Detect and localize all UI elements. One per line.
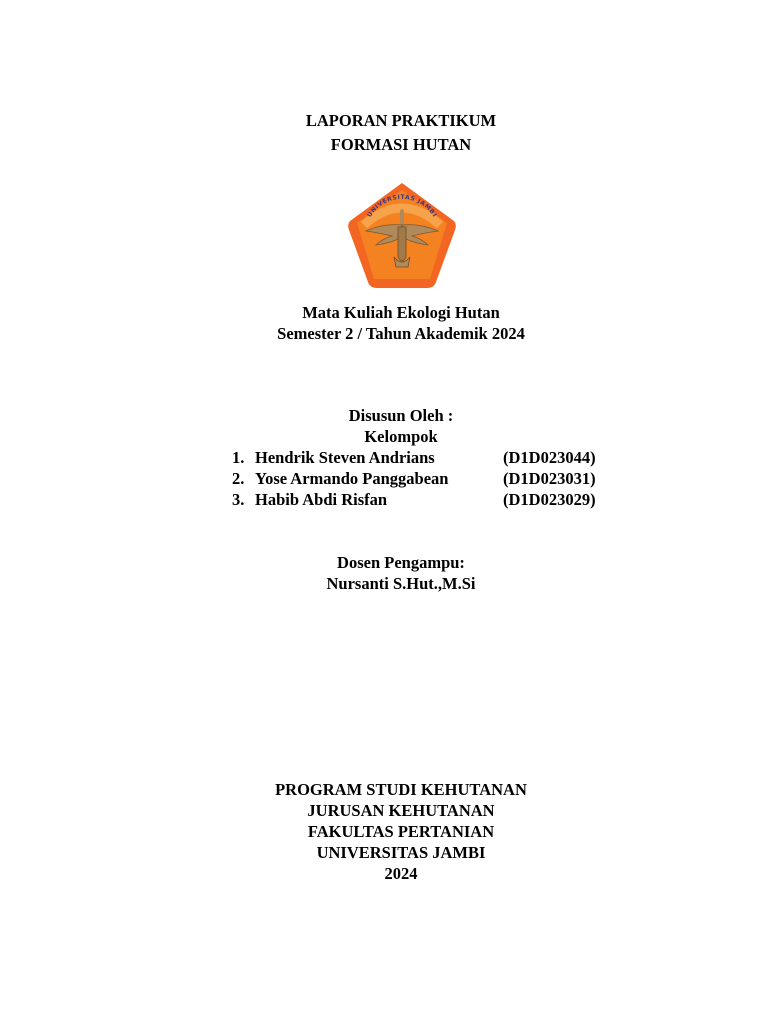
semester-info: Semester 2 / Tahun Akademik 2024 (277, 324, 525, 343)
member-name: Habib Abdi Risfan (255, 490, 388, 509)
authors-heading: Disusun Oleh : (348, 406, 454, 425)
faculty: FAKULTAS PERTANIAN (307, 822, 495, 841)
member-nim: (D1D023029) (503, 490, 596, 509)
study-program: PROGRAM STUDI KEHUTANAN (275, 780, 527, 799)
member-number: 1. (232, 448, 245, 467)
member-number: 3. (232, 490, 245, 509)
member-name: Yose Armando Panggabean (255, 469, 449, 488)
course-name: Mata Kuliah Ekologi Hutan (302, 303, 500, 322)
year: 2024 (384, 864, 418, 883)
lecturer-name: Nursanti S.Hut.,M.Si (326, 574, 476, 593)
member-nim: (D1D023031) (503, 469, 596, 488)
university: UNIVERSITAS JAMBI (316, 843, 486, 862)
universitas-jambi-seal-icon (346, 181, 458, 291)
report-title-line-2: FORMASI HUTAN (330, 135, 472, 154)
report-title-line-1: LAPORAN PRAKTIKUM (305, 111, 497, 130)
group-label: Kelompok (364, 427, 438, 446)
seal-text: UNIVERSITAS JAMBI (366, 193, 438, 219)
member-name: Hendrik Steven Andrians (255, 448, 435, 467)
member-number: 2. (232, 469, 245, 488)
member-nim: (D1D023044) (503, 448, 596, 467)
department: JURUSAN KEHUTANAN (307, 801, 495, 820)
lecturer-heading: Dosen Pengampu: (337, 553, 465, 572)
